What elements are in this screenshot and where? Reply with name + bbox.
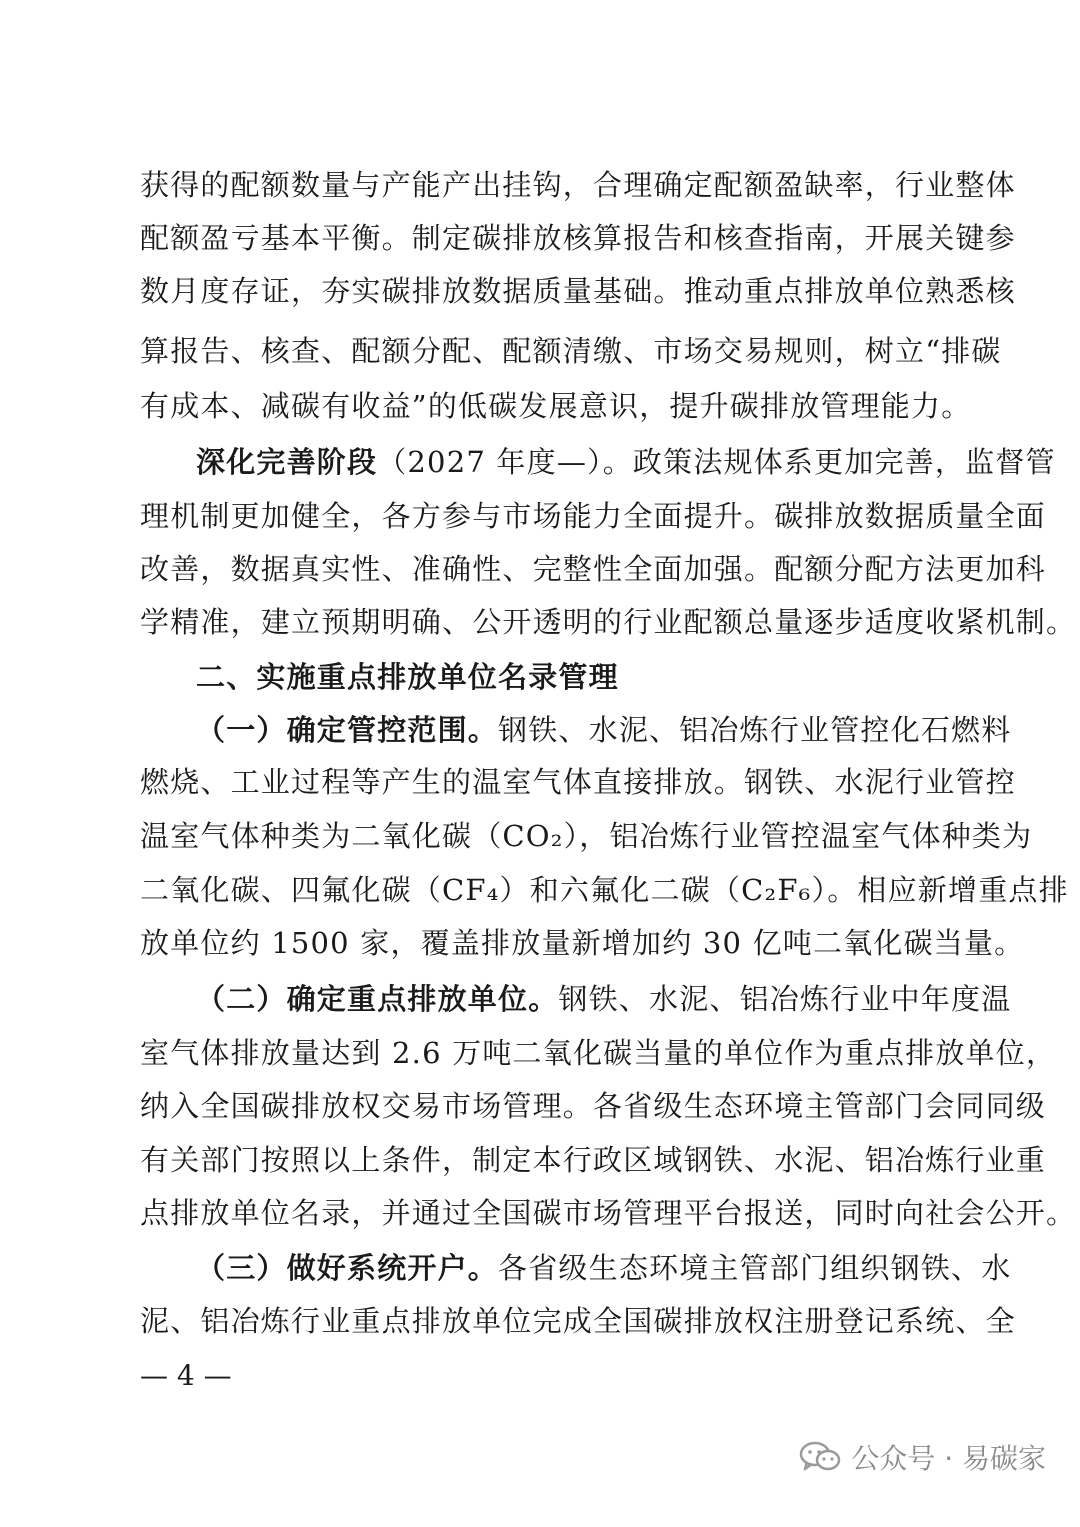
body-line-22: 泥、铝冶炼行业重点排放单位完成全国碳排放权注册登记系统、全 xyxy=(140,1304,1016,1338)
body-line-7: 理机制更加健全，各方参与市场能力全面提升。碳排放数据质量全面 xyxy=(140,499,1047,533)
page-number: — 4 — xyxy=(140,1359,232,1392)
body-line-1: 获得的配额数量与产能产出挂钩，合理确定配额盈缺率，行业整体 xyxy=(140,168,1016,202)
subsection-3-line-1 xyxy=(196,1243,1012,1293)
body-line-14: 二氧化碳、四氟化碳（CF₄）和六氟化二碳（C₂F₆）。相应新增重点排 xyxy=(140,873,1069,907)
stage-paragraph-line-1 xyxy=(196,437,1056,487)
body-line-20: 点排放单位名录，并通过全国碳市场管理平台报送，同时向社会公开。 xyxy=(140,1196,1077,1230)
body-line-9: 学精准，建立预期明确、公开透明的行业配额总量逐步适度收紧机制。 xyxy=(140,605,1077,639)
stage-title: 深化完善阶段 xyxy=(196,445,378,479)
subsection-3-title: （三）做好系统开户。 xyxy=(196,1251,499,1285)
subsection-3-text: 各省级生态环境主管部门组织钢铁、水 xyxy=(498,1251,1012,1285)
body-line-15: 放单位约 1500 家，覆盖排放量新增加约 30 亿吨二氧化碳当量。 xyxy=(140,926,1025,960)
watermark xyxy=(799,1430,1046,1484)
body-line-3: 数月度存证，夯实碳排放数据质量基础。推动重点排放单位熟悉核 xyxy=(140,274,1016,308)
subsection-2-title: （二）确定重点排放单位。 xyxy=(196,982,559,1016)
wechat-official-account-icon xyxy=(799,1440,841,1474)
subsection-2-text: 钢铁、水泥、铝冶炼行业中年度温 xyxy=(558,982,1012,1016)
body-line-19: 有关部门按照以上条件，制定本行政区域钢铁、水泥、铝冶炼行业重 xyxy=(140,1143,1047,1177)
section-heading: 二、实施重点排放单位名录管理 xyxy=(196,660,619,694)
body-line-18: 纳入全国碳排放权交易市场管理。各省级生态环境主管部门会同同级 xyxy=(140,1089,1047,1123)
body-line-2: 配额盈亏基本平衡。制定碳排放核算报告和核查指南，开展关键参 xyxy=(140,221,1016,255)
subsection-1-title: （一）确定管控范围。 xyxy=(196,713,499,747)
stage-text: （2027 年度—）。政策法规体系更加完善，监督管 xyxy=(377,445,1056,479)
body-line-8: 改善，数据真实性、准确性、完整性全面加强。配额分配方法更加科 xyxy=(140,552,1047,586)
body-line-4: 算报告、核查、配额分配、配额清缴、市场交易规则，树立“排碳 xyxy=(140,334,1002,368)
subsection-1-text: 钢铁、水泥、铝冶炼行业管控化石燃料 xyxy=(498,713,1012,747)
body-line-12: 燃烧、工业过程等产生的温室气体直接排放。钢铁、水泥行业管控 xyxy=(140,765,1016,799)
watermark-text: 公众号 · 易碳家 xyxy=(851,1442,1046,1475)
body-line-13: 温室气体种类为二氧化碳（CO₂），铝冶炼行业管控温室气体种类为 xyxy=(140,819,1033,853)
body-line-5: 有成本、减碳有收益”的低碳发展意识，提升碳排放管理能力。 xyxy=(140,389,972,423)
subsection-2-line-1 xyxy=(196,974,1012,1024)
subsection-1-line-1 xyxy=(196,705,1012,755)
body-line-17: 室气体排放量达到 2.6 万吨二氧化碳当量的单位作为重点排放单位， xyxy=(140,1036,1057,1070)
